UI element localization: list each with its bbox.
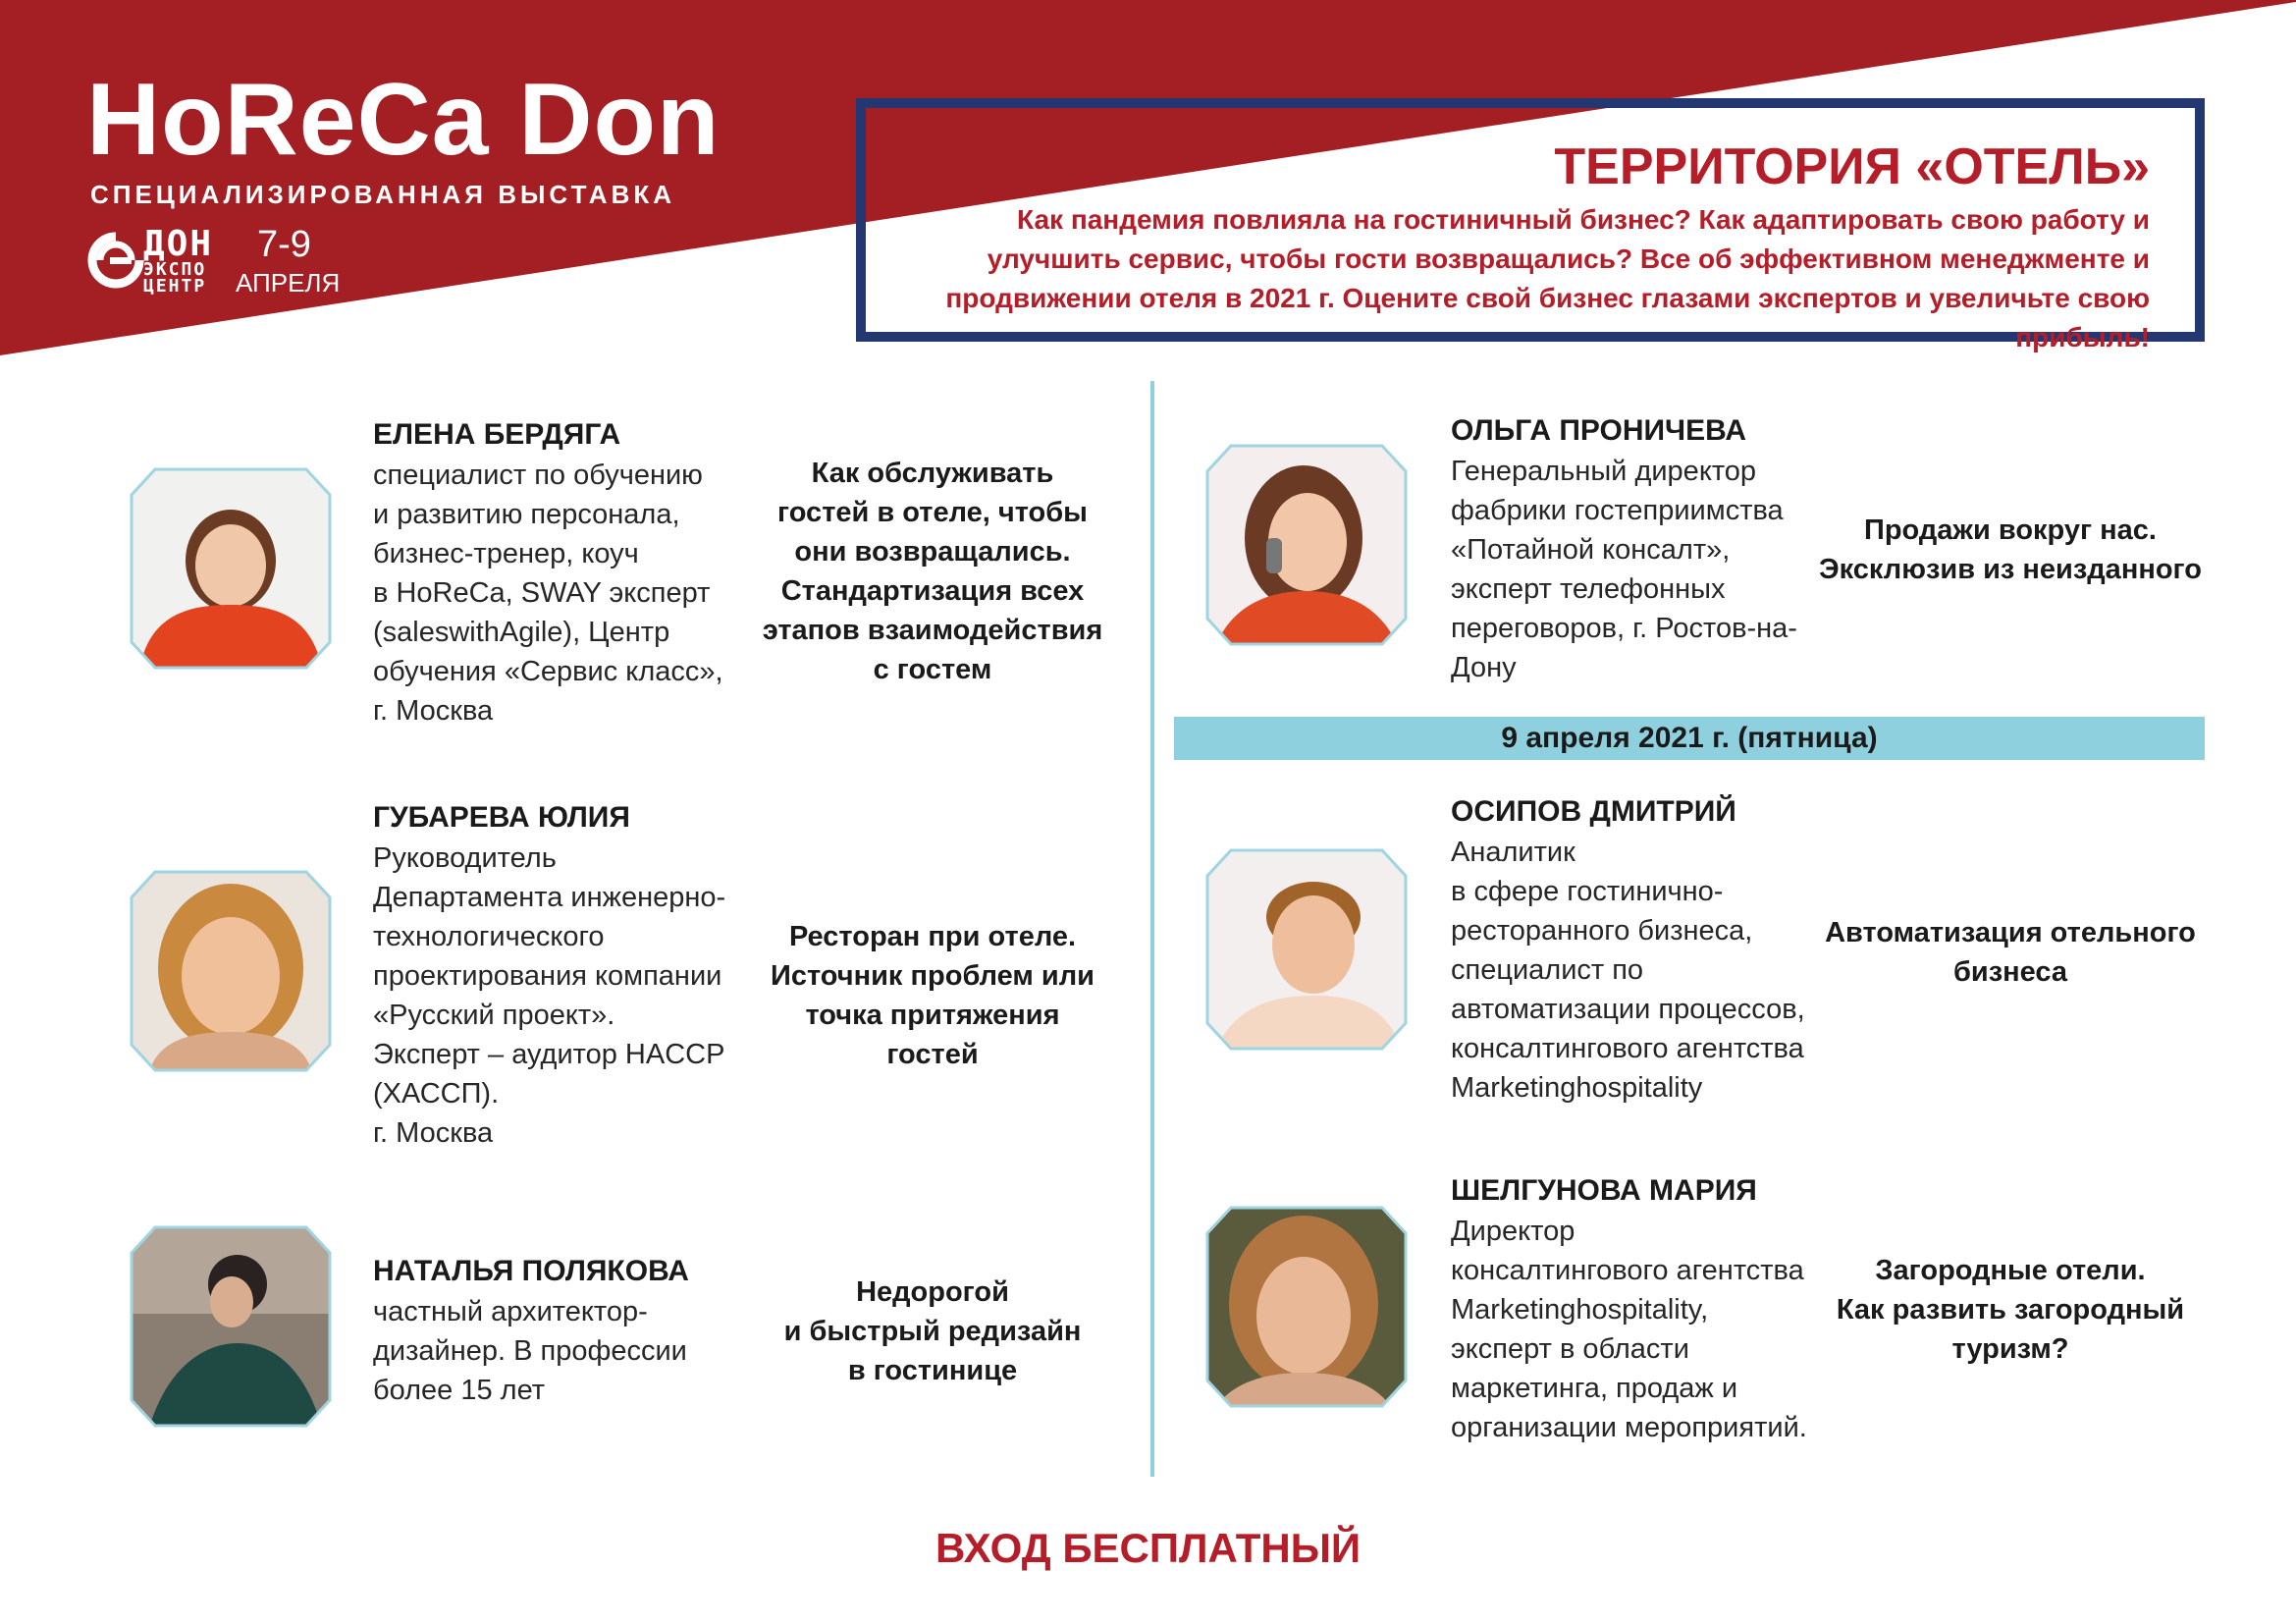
- talk-title: Продажи вокруг нас. Эксклюзив из неизданного: [1819, 514, 2202, 585]
- speaker-description: Аналитик в сфере гостинично- ресторанного бизнеса, специалист по автоматизации процессов, консалтингового агентства Marketinghospitality: [1451, 837, 1805, 1104]
- speaker-name: ГУБАРЕВА ЮЛИЯ: [373, 801, 630, 834]
- portrait-icon: [1205, 848, 1408, 1051]
- speaker-photo: [1205, 1206, 1408, 1408]
- brand-subtitle: СПЕЦИАЛИЗИРОВАННАЯ ВЫСТАВКА: [90, 180, 676, 209]
- column-divider: [1150, 381, 1154, 1477]
- talk-title: Автоматизация отельного бизнеса: [1825, 917, 2196, 988]
- free-entry-notice: ВХОД БЕСПЛАТНЫЙ: [934, 1525, 1362, 1571]
- portrait-icon: [130, 467, 332, 670]
- date-month: АПРЕЛЯ: [236, 268, 341, 298]
- speaker-photo: [1205, 848, 1408, 1051]
- speaker-name: ЕЛЕНА БЕРДЯГА: [373, 418, 621, 451]
- expo-logo-text: [143, 224, 214, 298]
- speaker-photo: [130, 1225, 332, 1428]
- speaker-name: НАТАЛЬЯ ПОЛЯКОВА: [373, 1255, 689, 1287]
- logo-line-2: ЭКСПО: [143, 259, 207, 281]
- portrait-icon: [130, 1225, 332, 1428]
- logo-line-3: ЦЕНТР: [143, 276, 207, 298]
- speaker-description: Директор консалтингового агентства Marketinghospitality, эксперт в области маркетинга, продаж и организации мероприятий.: [1451, 1216, 1807, 1443]
- date-range: 7-9: [257, 224, 311, 265]
- portrait-icon: [1205, 1206, 1408, 1408]
- speaker-name: ШЕЛГУНОВА МАРИЯ: [1451, 1174, 1757, 1207]
- event-dates: [236, 224, 340, 298]
- expo-logo-icon: [86, 231, 145, 290]
- speaker-photo: [1205, 444, 1408, 646]
- speaker-description: Руководитель Департамента инженерно- технологического проектирования компании «Русский проект». Эксперт – аудитор HACCP (ХАССП). г. Москва: [373, 842, 726, 1149]
- talk-title: Ресторан при отеле. Источник проблем или точка притяжения гостей: [770, 921, 1095, 1070]
- territory-box: [856, 98, 2205, 352]
- logo-line-1: ДОН: [143, 224, 214, 264]
- speaker-description: частный архитектор- дизайнер. В профессии более 15 лет: [373, 1296, 687, 1406]
- speaker-name: ОСИПОВ ДМИТРИЙ: [1451, 795, 1736, 828]
- talk-title: Загородные отели. Как развить загородный туризм?: [1836, 1255, 2185, 1365]
- talk-title: Как обслуживать гостей в отеле, чтобы они возвращались. Стандартизация всех этапов взаимодействия с гостем: [762, 458, 1103, 685]
- speaker-name: ОЛЬГА ПРОНИЧЕВА: [1451, 414, 1746, 447]
- brand-title: HoReCa Don: [86, 63, 721, 177]
- day-banner: 9 апреля 2021 г. (пятница): [1174, 717, 2205, 760]
- territory-description: Как пандемия повлияла на гостиничный бизнес? Как адаптировать свою работу и улучшить сервис, чтобы гости возвращались? Все об эффективном менеджменте и продвижении отеля в 2021 г. Оцените свой бизнес глазами экспертов и увеличьте свою прибыль!: [945, 204, 2150, 352]
- speaker-photo: [130, 870, 332, 1072]
- speaker-description: Генеральный директор фабрики гостеприимства «Потайной консалт», эксперт телефонных переговоров, г. Ростов-на- Дону: [1451, 456, 1797, 683]
- speaker-description: специалист по обучению и развитию персонала, бизнес-тренер, коуч в HoReCa, SWAY эксперт (saleswithAgile), Центр обучения «Сервис класс», г. Москва: [373, 460, 723, 727]
- territory-title: ТЕРРИТОРИЯ «ОТЕЛЬ»: [1554, 138, 2150, 195]
- talk-title: Недорогой и быстрый редизайн в гостинице: [783, 1276, 1082, 1386]
- portrait-icon: [130, 870, 332, 1072]
- speaker-photo: [130, 467, 332, 670]
- portrait-icon: [1205, 444, 1408, 646]
